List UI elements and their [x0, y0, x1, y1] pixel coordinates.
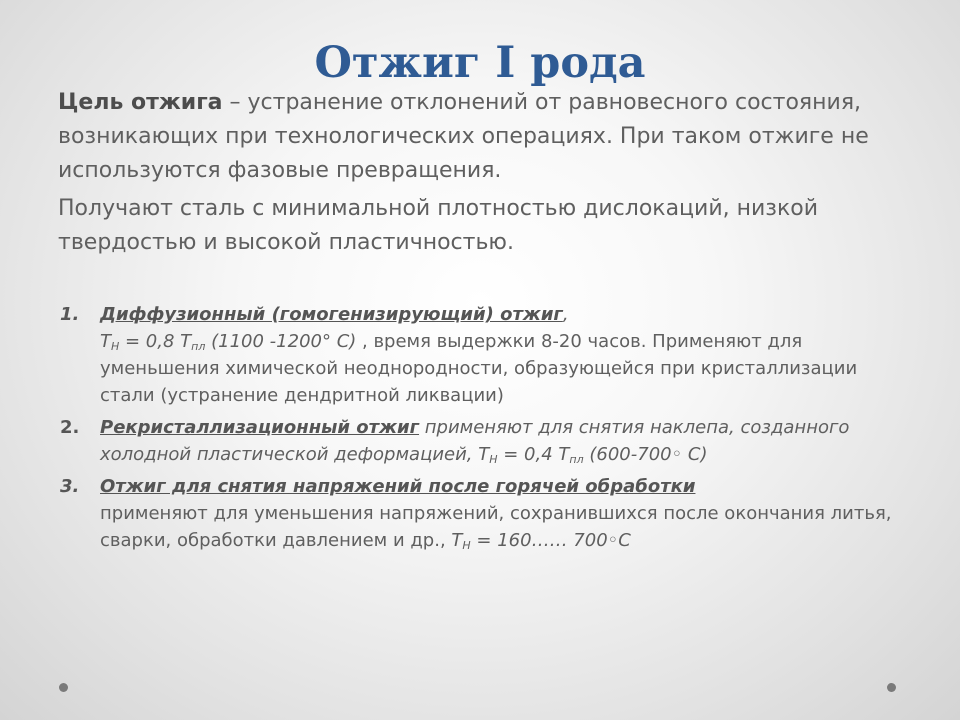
item-heading: Рекристаллизационный отжиг — [100, 417, 420, 438]
temp-range: (1100 -1200° С) — [205, 331, 357, 352]
item-heading: Отжиг для снятия напряжений после горячей обработки — [100, 476, 696, 497]
temp-symbol: Т — [100, 331, 111, 352]
temp-range: = 160…… 700◦С — [470, 530, 631, 551]
temp-range: (600-700◦ С) — [583, 444, 708, 465]
item-text: применяют для уменьшения напряжений, сохранившихся после окончания литья, сварки, обработки давлением и др., — [100, 503, 892, 551]
slide-title: Отжиг I рода — [314, 38, 646, 88]
list-number: 2. — [60, 417, 80, 438]
list-item-stress-relief — [60, 473, 900, 554]
item-heading: Диффузионный (гомогенизирующий) отжиг — [100, 304, 563, 325]
list-number: 3. — [60, 476, 80, 497]
corner-dot-left — [59, 683, 68, 692]
list-item-recrystallization — [60, 414, 900, 468]
temp-eq-subscript: пл — [191, 340, 206, 353]
goal-label: Цель отжига — [58, 90, 223, 115]
corner-dot-right — [887, 683, 896, 692]
annealing-types-list — [60, 301, 900, 559]
temp-symbol: Т — [451, 530, 463, 551]
temp-subscript: Н — [111, 340, 120, 353]
list-number: 1. — [60, 304, 80, 325]
intro-block — [58, 86, 918, 264]
goal-text: – устранение отклонений от равновесного состояния, возникающих при технологических операциях. При таком отжиге не используются фазовые превращения. — [58, 90, 869, 183]
temp-eq-subscript: пл — [569, 453, 584, 466]
temp-subscript: Н — [489, 453, 498, 466]
item-text: применяют для снятия наклепа, созданного холодной пластической деформацией, — [100, 417, 850, 465]
list-item-diffusion — [60, 301, 900, 409]
temp-subscript: Н — [462, 539, 471, 552]
goal-paragraph — [58, 86, 918, 188]
item-text: , время выдержки 8-20 часов. Применяют для уменьшения химической неоднородности, образующейся при кристаллизации стали (устранение дендритной ликвации) — [100, 331, 858, 406]
result-paragraph: Получают сталь с минимальной плотностью дислокаций, низкой твердостью и высокой пластичностью. — [58, 196, 819, 255]
item-heading-tail: , — [562, 304, 569, 325]
temp-equation: = 0,8 Т — [119, 331, 192, 352]
temp-equation: = 0,4 Т — [497, 444, 570, 465]
temp-symbol: Т — [478, 444, 490, 465]
